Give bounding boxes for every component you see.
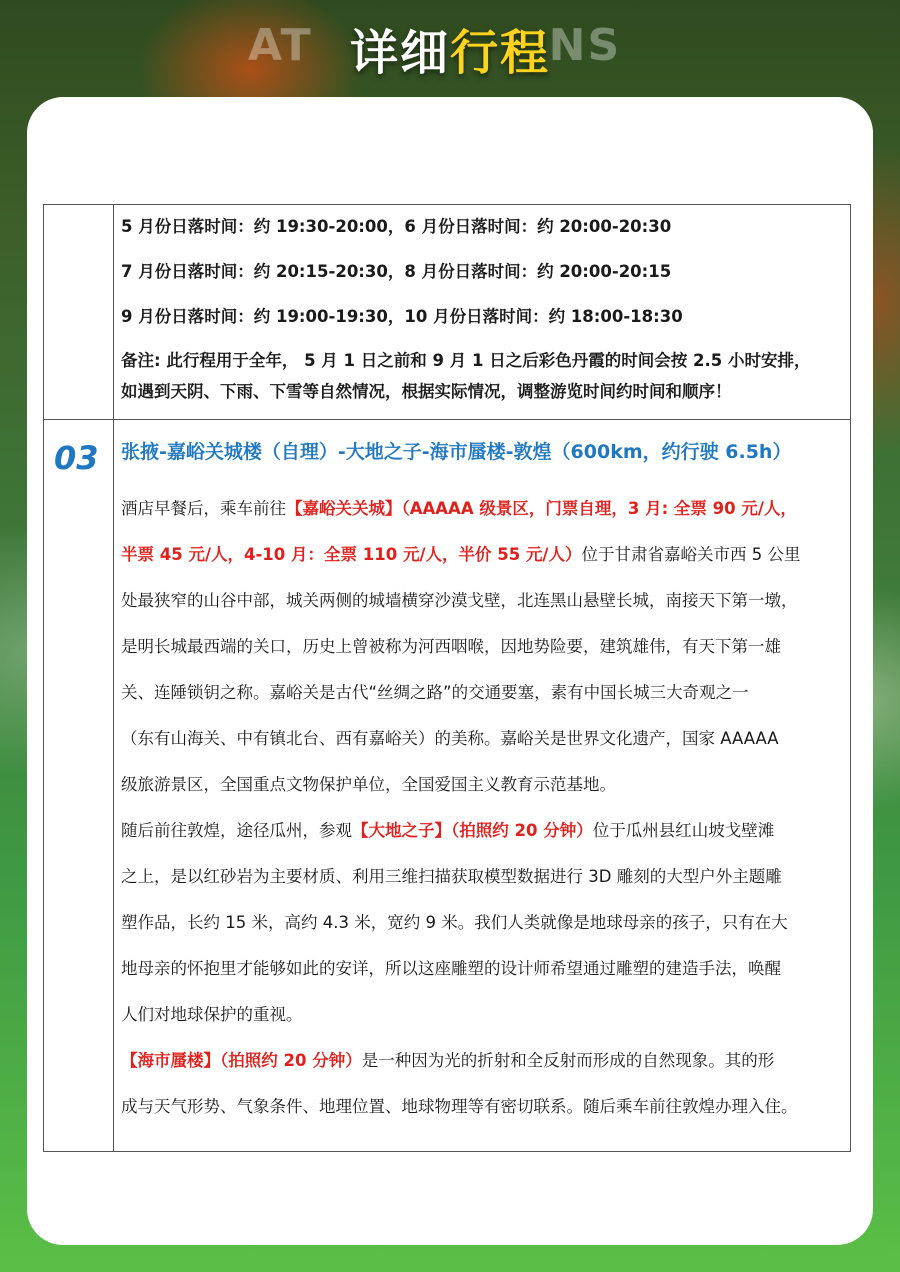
header-bg-left: AT	[248, 20, 313, 71]
p2-highlight: 【大地之子】（拍照约 20 分钟）	[352, 821, 593, 840]
sunset-may-june: 5 月份日落时间：约 19:30-20:00，6 月份日落时间：约 20:00-20:30	[121, 217, 672, 236]
page-title	[0, 14, 900, 83]
header-bg-right: NS	[548, 20, 622, 71]
p1-line-3: 处最狭窄的山谷中部，城关两侧的城墙横穿沙漠戈壁，北连黑山悬壁长城，南接天下第一墩，	[121, 591, 798, 610]
p1-lead: 酒店早餐后，乘车前往	[121, 499, 286, 518]
p2-line-5: 人们对地球保护的重视。	[121, 1005, 303, 1024]
p1-highlight-1: 【嘉峪关关城】（AAAAA 级景区，门票自理，3 月: 全票 90 元/人，	[286, 499, 797, 518]
p2-line-3: 塑作品，长约 15 米，高约 4.3 米，宽约 9 米。我们人类就像是地球母亲的孩子，只有在大	[121, 913, 788, 932]
day-route-title: 张掖-嘉峪关城楼（自理）-大地之子-海市蜃楼-敦煌（600km，约行驶 6.5h）	[121, 441, 792, 463]
sunset-july-aug: 7 月份日落时间：约 20:15-20:30，8 月份日落时间：约 20:00-20:15	[121, 262, 672, 281]
p1-line-7: 级旅游景区，全国重点文物保护单位，全国爱国主义教育示范基地。	[121, 775, 616, 794]
p1-line-5: 关、连陲锁钥之称。嘉峪关是古代“丝绸之路”的交通要塞，素有中国长城三大奇观之一	[121, 683, 749, 702]
p1-line-4: 是明长城最西端的关口，历史上曾被称为河西咽喉，因地势险要，建筑雄伟，有天下第一雄	[121, 637, 781, 656]
note-line-2: 如遇到天阴、下雨、下雪等自然情况，根据实际情况，调整游览时间约时间和顺序！	[121, 382, 732, 401]
itinerary-table	[43, 204, 851, 1152]
p3-line-1	[121, 1047, 774, 1071]
note-line-1: 备注: 此行程用于全年， 5 月 1 日之前和 9 月 1 日之后彩色丹霞的时间会按 2.5 小时安排，	[121, 351, 811, 370]
p1-line-1	[121, 495, 797, 519]
p2-line-4: 地母亲的怀抱里才能够如此的安详，所以这座雕塑的设计师希望通过雕塑的建造手法，唤醒	[121, 959, 781, 978]
p2-lead: 随后前往敦煌，途径瓜州，参观	[121, 821, 352, 840]
p1-line-2	[121, 541, 800, 565]
p3-highlight: 【海市蜃楼】（拍照约 20 分钟）	[121, 1051, 362, 1070]
p3-line-2: 成与天气形势、气象条件、地理位置、地球物理等有密切联系。随后乘车前往敦煌办理入住。	[121, 1097, 798, 1116]
page-title-part1: 详细	[349, 25, 450, 81]
p2-line-1	[121, 817, 774, 841]
day-number: 03	[54, 439, 99, 477]
p2-rest-1: 位于瓜州县红山坡戈壁滩	[592, 821, 775, 840]
p2-line-2: 之上，是以红砂岩为主要材质、利用三维扫描获取模型数据进行 3D 雕刻的大型户外主题雕	[121, 867, 782, 886]
table-row-divider	[44, 419, 850, 420]
sunset-sep-oct: 9 月份日落时间：约 19:00-19:30，10 月份日落时间：约 18:00-18:30	[121, 307, 683, 326]
p1-line-6: （东有山海关、中有镇北台、西有嘉峪关）的美称。嘉峪关是世界文化遗产，国家 AAAAA	[121, 729, 779, 748]
p1-rest-2: 位于甘肃省嘉峪关市西 5 公里	[581, 545, 801, 564]
table-column-divider	[113, 205, 114, 1151]
page-title-part2: 行程	[450, 25, 551, 81]
p1-highlight-2: 半票 45 元/人，4-10 月：全票 110 元/人，半价 55 元/人）	[121, 545, 582, 564]
p3-rest-1: 是一种因为光的折射和全反射而形成的自然现象。其的形	[361, 1051, 775, 1070]
